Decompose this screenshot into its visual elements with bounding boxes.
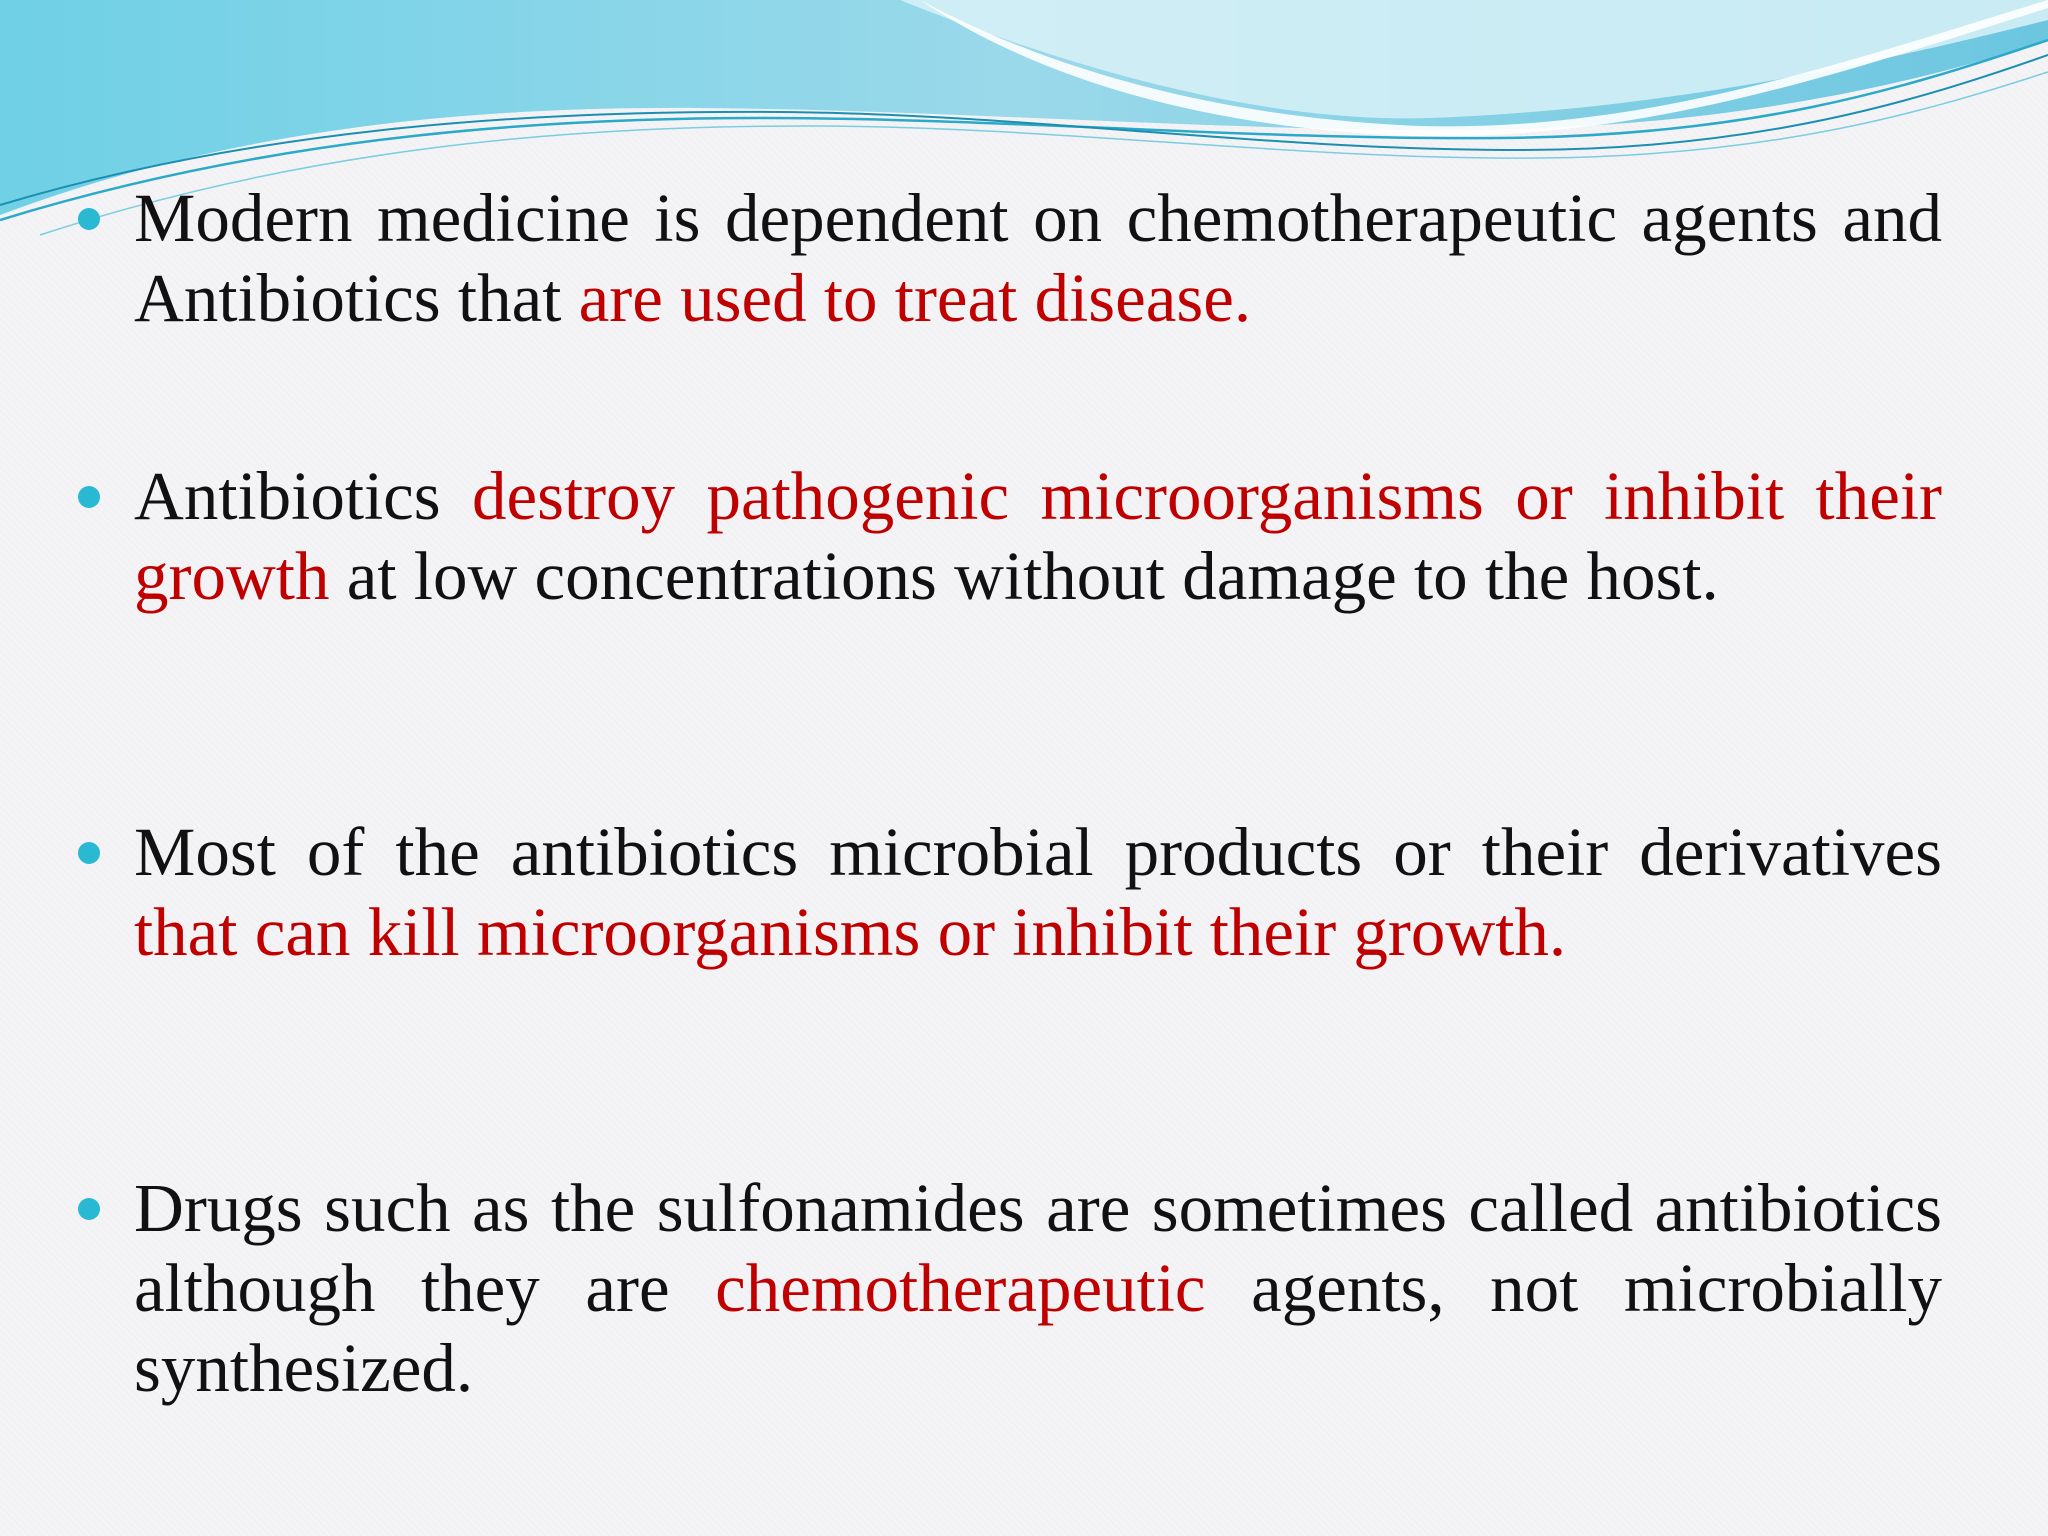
highlighted-text-run: are used to treat disease.: [578, 260, 1252, 336]
highlighted-text-run: that can kill microorganisms or inhibit their growth.: [134, 894, 1567, 970]
bullet-dot-icon: [78, 486, 100, 508]
highlighted-text-run: chemotherapeutic: [715, 1250, 1206, 1326]
bullet-text: [134, 1168, 1942, 1408]
bullet-text: [134, 456, 1942, 616]
text-run: at low concentrations without damage to the host.: [329, 538, 1719, 614]
bullet-dot-icon: [78, 842, 100, 864]
text-run: agents, not microbially synthesized.: [134, 1250, 1942, 1406]
bullet-text: [134, 178, 1942, 338]
text-run: Modern medicine is dependent on chemotherapeutic agents and Antibiotics that: [134, 180, 1942, 336]
text-run: Drugs such as the sulfonamides are sometimes called antibiotics although they are: [134, 1170, 1942, 1326]
text-run: Antibiotics: [134, 458, 472, 534]
bullet-dot-icon: [78, 208, 100, 230]
bullet-dot-icon: [78, 1198, 100, 1220]
bullet-text: [134, 812, 1942, 972]
text-run: Most of the antibiotics microbial products or their derivatives: [134, 814, 1942, 890]
highlighted-text-run: destroy pathogenic microorganisms or inhibit their growth: [134, 458, 1942, 614]
